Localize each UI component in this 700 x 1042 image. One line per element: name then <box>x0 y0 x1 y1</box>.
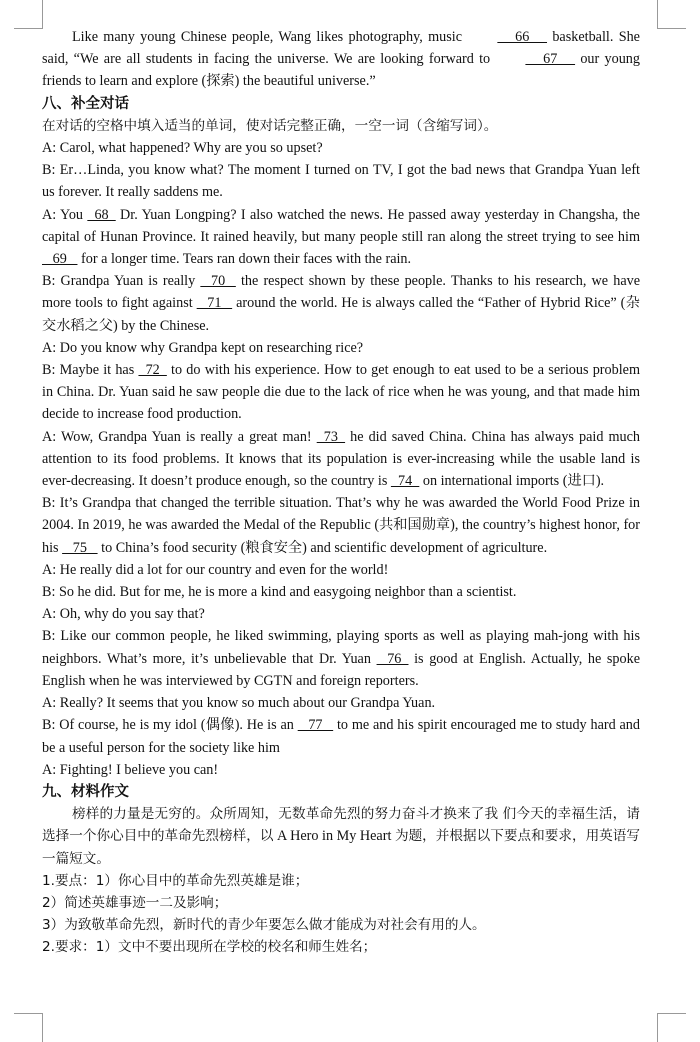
blank-73[interactable]: 73 <box>316 428 346 445</box>
requirement-point-3: 3）为致敬革命先烈，新时代的青少年要怎么做才能成为对社会有用的人。 <box>42 917 486 934</box>
text: B: Like our common people, he liked swimming, playing sports as well as playing mah-jong with his neighbors. What’s more, it’s unbelievable that Dr. Yuan <box>42 628 640 667</box>
intro-paragraph <box>42 26 640 93</box>
dialogue-line-9: A: He really did a lot for our country and even for the world! <box>42 561 389 578</box>
dialogue-line-14 <box>42 714 640 758</box>
blank-69[interactable]: 69 <box>42 251 78 268</box>
text: A: You <box>42 206 88 223</box>
requirement-point-1: 1.要点：1）你心目中的革命先烈英雄是谁； <box>42 872 309 889</box>
section-9-title: 九、材料作文 <box>42 783 129 800</box>
text: 榜样的力量是无穷的。众所周知，无数革命先烈的努力奋斗才换来了我 们今天的幸福生活，请选择一个你心目中的革命先烈榜样，以 <box>42 806 640 845</box>
text: Like many young Chinese people, Wang likes photography, music <box>72 29 468 45</box>
text: to China’s food security (粮食安全) and scientific development of agriculture. <box>97 539 548 556</box>
dialogue-line-2: B: Er…Linda, you know what? The moment I turned on TV, I got the bad news that Grandpa Yuan left us forever. It really saddens me. <box>42 162 640 201</box>
blank-76[interactable]: 76 <box>376 650 409 667</box>
dialogue-line-3 <box>42 204 640 271</box>
text: he did saved China. China has always paid much attention to its food problems. It knows that its population is ever-increasing while the usable land is ever-decreasing. It doesn’t produce enough, so the country is <box>42 428 640 490</box>
blank-75[interactable]: 75 <box>62 539 98 556</box>
document-page <box>42 26 640 959</box>
text: 为题，并根据以下要点和要求，用英语写一篇短文。 <box>42 828 641 867</box>
blank-74[interactable]: 74 <box>390 473 420 490</box>
dialogue-line-6 <box>42 359 640 426</box>
dialogue-line-5: A: Do you know why Grandpa kept on researching rice? <box>42 339 364 356</box>
dialogue-line-4 <box>42 270 640 337</box>
dialogue-line-11: A: Oh, why do you say that? <box>42 606 205 623</box>
dialogue-line-8 <box>42 492 640 559</box>
essay-topic: A Hero in My Heart <box>273 828 395 845</box>
section-8-title: 八、补全对话 <box>42 95 129 112</box>
blank-77[interactable]: 77 <box>297 717 334 734</box>
text: for a longer time. Tears ran down their faces with the rain. <box>77 251 412 268</box>
dialogue-line-7 <box>42 426 640 493</box>
text: is good at English. Actually, he spoke English when he was interviewed by CGTN and foreign reporters. <box>42 650 640 689</box>
text: B: It’s Grandpa that changed the terrible situation. That’s why he was awarded the World Food Prize in 2004. In 2019, he was awarded the Medal of the Republic (共和国勋章), the country’s highest honor, for his <box>42 495 640 556</box>
writing-prompt <box>42 803 640 870</box>
text: basketball. She said, “We are all students in facing the universe. We are looking forward to <box>42 29 640 68</box>
section-8-instruction: 在对话的空格中填入适当的单词，使对话完整正确，一空一词（含缩写词）。 <box>42 117 498 134</box>
requirement-point-2: 2）简述英雄事迹一二及影响； <box>42 894 228 911</box>
crop-mark-top-right <box>657 0 686 29</box>
text: to do with his experience. How to get enough to eat used to be a serious problem in China. Dr. Yuan said he saw people die due to the lack of rice when he was young, and that made him decide to increase food production. <box>42 362 640 423</box>
blank-71[interactable]: 71 <box>196 295 233 312</box>
text: our young friends to learn and explore (探索) the beautiful universe.” <box>42 51 640 90</box>
text: B: Of course, he is my idol (偶像). He is an <box>42 717 298 734</box>
crop-mark-bottom-right <box>657 1013 686 1042</box>
text: the respect shown by these people. Thanks to his research, we have more tools to fight against <box>42 273 641 312</box>
text: B: Maybe it has <box>42 362 139 379</box>
blank-67[interactable]: 67 <box>525 51 576 68</box>
dialogue-line-13: A: Really? It seems that you know so much about our Grandpa Yuan. <box>42 695 436 712</box>
blank-72[interactable]: 72 <box>138 362 167 379</box>
dialogue-line-12 <box>42 625 640 692</box>
blank-66[interactable]: 66 <box>497 29 548 45</box>
blank-68[interactable]: 68 <box>87 206 116 223</box>
text: to me and his spirit encouraged me to study hard and be a useful person for the society like him <box>42 717 640 756</box>
text: A: Wow, Grandpa Yuan is really a great man! <box>42 428 317 445</box>
dialogue-line-1: A: Carol, what happened? Why are you so upset? <box>42 140 323 157</box>
crop-mark-top-left <box>14 0 43 29</box>
dialogue-line-10: B: So he did. But for me, he is more a kind and easygoing neighbor than a scientist. <box>42 584 517 601</box>
text: B: Grandpa Yuan is really <box>42 273 201 290</box>
requirement-point-4: 2.要求：1）文中不要出现所在学校的校名和师生姓名； <box>42 939 377 956</box>
blank-70[interactable]: 70 <box>200 273 236 290</box>
text: on international imports (进口). <box>419 473 605 490</box>
dialogue-line-15: A: Fighting! I believe you can! <box>42 761 219 778</box>
text: around the world. He is always called the “Father of Hybrid Rice” (杂交水稻之父) by the Chinese. <box>42 295 640 334</box>
text: Dr. Yuan Longping? I also watched the news. He passed away yesterday in Changsha, the capital of Hunan Province. It rained heavily, but many people still ran along the street trying to see him <box>42 206 640 245</box>
crop-mark-bottom-left <box>14 1013 43 1042</box>
